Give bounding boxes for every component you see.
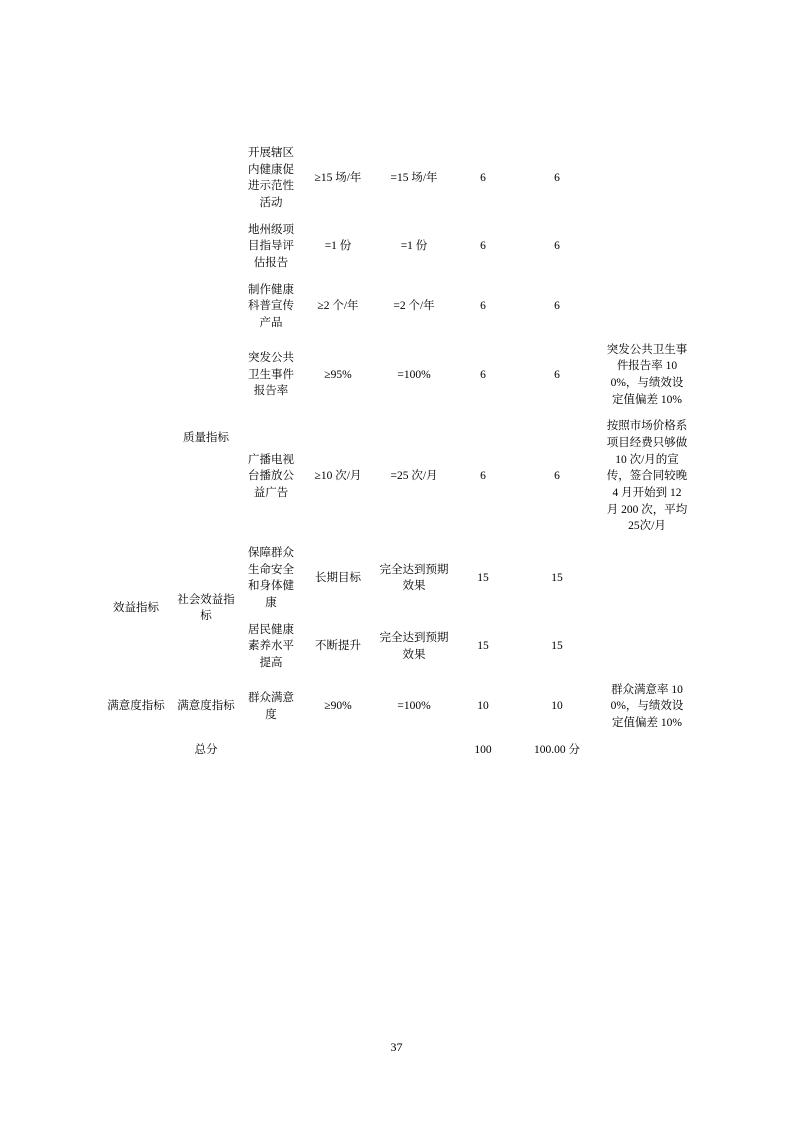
cell-property: ≥15 场/年 <box>314 172 362 184</box>
cell-value: =100% <box>397 368 431 381</box>
cell-score: 6 <box>480 172 486 184</box>
cell-got: 15 <box>551 640 563 653</box>
performance-indicator-table <box>100 140 692 764</box>
cell-level1 <box>100 217 172 277</box>
table-total-row <box>100 737 692 764</box>
cell-property: ≥2 个/年 <box>317 300 359 313</box>
cell-value: =100% <box>397 700 431 713</box>
cell-remark: 突发公共卫生事件报告率 100%，与绩效设定值偏差 10% <box>606 343 688 406</box>
cell-level3: 开展辖区内健康促进示范性活动 <box>248 147 294 210</box>
cell-property: ≥90% <box>324 700 352 713</box>
cell-level3: 地州级项目指导评估报告 <box>248 223 294 270</box>
cell-level1 <box>100 140 172 217</box>
cell-value: 完全达到预期效果 <box>379 563 449 593</box>
cell-total-label: 总分 <box>194 743 218 756</box>
cell-property: ≥95% <box>324 368 352 381</box>
cell-got: 6 <box>554 300 560 313</box>
cell-value: =1 份 <box>400 240 428 253</box>
cell-remark <box>602 540 692 617</box>
cell-level3: 突发公共卫生事件报告率 <box>248 352 294 398</box>
table-row <box>100 217 692 277</box>
cell-total-empty1 <box>100 737 172 764</box>
cell-remark <box>602 140 692 217</box>
cell-level2 <box>172 140 240 217</box>
cell-got: 6 <box>554 240 560 253</box>
cell-value: =15 场/年 <box>390 172 438 184</box>
cell-level1: 效益指标 <box>113 602 159 615</box>
cell-property: ≥10 次/月 <box>314 470 362 483</box>
cell-value: 完全达到预期效果 <box>379 632 449 661</box>
cell-score: 15 <box>477 572 489 585</box>
cell-total-score: 100 <box>474 743 492 756</box>
table-row <box>100 540 692 617</box>
cell-value: =2 个/年 <box>393 300 435 313</box>
cell-property: 不断提升 <box>315 640 361 653</box>
cell-level2: 质量指标 <box>183 432 229 445</box>
cell-got: 6 <box>554 368 560 381</box>
cell-property: 长期目标 <box>315 572 361 585</box>
table-row <box>100 277 692 337</box>
cell-level1: 满意度指标 <box>107 700 165 713</box>
cell-level2: 满意度指标 <box>177 700 235 713</box>
cell-score: 6 <box>480 300 486 313</box>
cell-remark <box>602 217 692 277</box>
cell-remark <box>602 277 692 337</box>
cell-level2: 社会效益指标 <box>177 593 235 623</box>
cell-got: 10 <box>551 700 563 713</box>
cell-score: 6 <box>480 470 486 483</box>
cell-value: =25 次/月 <box>390 470 438 483</box>
cell-got: 15 <box>551 572 563 585</box>
cell-total-empty4 <box>374 737 454 764</box>
cell-score: 6 <box>480 240 486 253</box>
table-row <box>100 677 692 737</box>
cell-score: 10 <box>477 700 489 713</box>
page-number: 37 <box>390 1040 403 1054</box>
cell-total-got: 100.00 分 <box>534 743 580 756</box>
cell-remark: 群众满意率 100%，与绩效设定值偏差 10% <box>610 683 684 730</box>
cell-level1 <box>100 277 172 337</box>
cell-level2 <box>172 277 240 337</box>
cell-level1 <box>100 337 172 414</box>
cell-total-empty3 <box>302 737 374 764</box>
cell-total-empty2 <box>240 737 302 764</box>
cell-level3: 制作健康科普宣传产品 <box>248 283 294 330</box>
cell-property: =1 份 <box>324 240 352 253</box>
cell-total-empty5 <box>602 737 692 764</box>
cell-score: 6 <box>480 368 486 381</box>
table-row <box>100 337 692 414</box>
cell-score: 15 <box>477 640 489 653</box>
cell-remark <box>602 617 692 677</box>
cell-got: 6 <box>554 470 560 483</box>
cell-got: 6 <box>554 172 560 184</box>
cell-level2 <box>172 217 240 277</box>
cell-level3: 保障群众生命安全和身体健康 <box>248 547 294 610</box>
cell-level3: 广播电视台播放公益广告 <box>248 453 294 500</box>
cell-level1 <box>100 413 172 540</box>
cell-remark: 按照市场价格系项目经费只够做10 次/月的宣传，签合同较晚4 月开始到 12 月 200 次，平均25次/月 <box>606 420 688 533</box>
table-row <box>100 140 692 217</box>
cell-level3: 居民健康素养水平提高 <box>248 623 294 670</box>
cell-level3: 群众满意度 <box>248 692 294 721</box>
